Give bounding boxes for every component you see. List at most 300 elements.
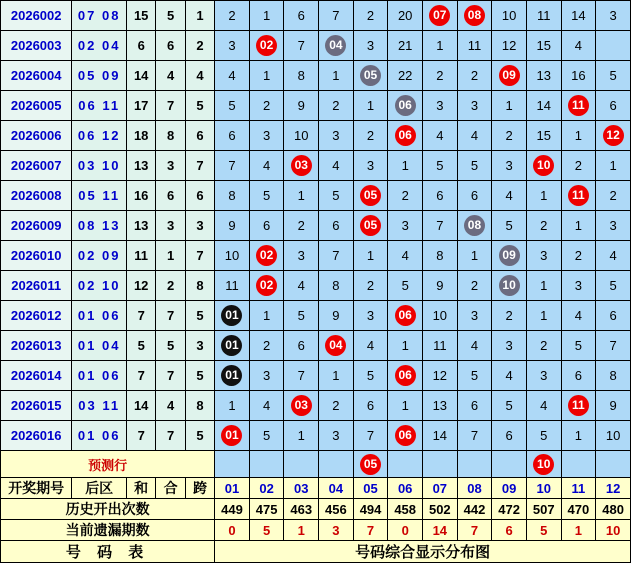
matrix-cell: 3 <box>319 121 354 151</box>
span-value: 4 <box>185 61 214 91</box>
matrix-cell: 11 <box>526 1 561 31</box>
matrix-cell: 5 <box>526 421 561 451</box>
matrix-cell: 9 <box>215 211 250 241</box>
comb-value: 6 <box>156 181 185 211</box>
footer-left-title: 号 码 表 <box>1 541 215 563</box>
span-value: 7 <box>185 151 214 181</box>
predict-cell <box>284 451 319 478</box>
table-row <box>1 31 631 61</box>
matrix-cell: 6 <box>457 181 492 211</box>
matrix-cell: 7 <box>284 31 319 61</box>
comb-value: 7 <box>156 361 185 391</box>
table-row <box>1 1 631 31</box>
predict-label: 预测行 <box>1 451 215 478</box>
matrix-cell: 20 <box>388 1 423 31</box>
matrix-cell: 2 <box>353 1 388 31</box>
back-numbers: 07 08 <box>72 1 127 31</box>
table-row <box>1 181 631 211</box>
comb-value: 3 <box>156 151 185 181</box>
back-numbers: 02 10 <box>72 271 127 301</box>
header-number[interactable]: 01 <box>215 478 250 499</box>
table-row <box>1 241 631 271</box>
matrix-cell: 1 <box>319 361 354 391</box>
matrix-cell: 8 <box>215 181 250 211</box>
matrix-cell: 8 <box>284 61 319 91</box>
matrix-cell <box>457 211 492 241</box>
matrix-cell <box>284 391 319 421</box>
number-ball: 04 <box>325 335 346 356</box>
sum-value: 18 <box>126 121 155 151</box>
matrix-cell: 1 <box>319 61 354 91</box>
matrix-cell: 9 <box>423 271 458 301</box>
matrix-cell: 5 <box>423 151 458 181</box>
number-ball: 01 <box>221 335 242 356</box>
matrix-cell: 6 <box>353 391 388 421</box>
matrix-cell: 4 <box>353 331 388 361</box>
matrix-cell: 2 <box>561 241 596 271</box>
header-number[interactable]: 10 <box>526 478 561 499</box>
matrix-cell: 1 <box>388 331 423 361</box>
back-numbers: 06 12 <box>72 121 127 151</box>
header-sum: 和 <box>126 478 155 499</box>
matrix-cell: 2 <box>457 61 492 91</box>
number-ball: 09 <box>499 65 520 86</box>
table-row <box>1 331 631 361</box>
matrix-cell <box>319 331 354 361</box>
miss-count-value: 7 <box>457 520 492 541</box>
matrix-cell <box>353 211 388 241</box>
matrix-cell: 1 <box>561 421 596 451</box>
predict-cell <box>215 451 250 478</box>
matrix-cell: 1 <box>249 301 284 331</box>
history-count-value: 458 <box>388 499 423 520</box>
matrix-cell: 1 <box>561 211 596 241</box>
matrix-cell: 3 <box>388 211 423 241</box>
comb-value: 6 <box>156 31 185 61</box>
header-number[interactable]: 11 <box>561 478 596 499</box>
number-ball: 06 <box>395 305 416 326</box>
matrix-cell: 6 <box>596 301 631 331</box>
number-ball: 05 <box>360 454 381 475</box>
matrix-cell: 7 <box>215 151 250 181</box>
header-back: 后区 <box>72 478 127 499</box>
span-value: 8 <box>185 391 214 421</box>
header-number[interactable]: 09 <box>492 478 527 499</box>
comb-value: 8 <box>156 121 185 151</box>
miss-count-value: 0 <box>215 520 250 541</box>
predict-cell <box>457 451 492 478</box>
matrix-cell: 5 <box>492 211 527 241</box>
span-value: 2 <box>185 31 214 61</box>
matrix-cell: 7 <box>596 331 631 361</box>
table-row <box>1 91 631 121</box>
matrix-cell: 4 <box>423 121 458 151</box>
matrix-cell <box>457 1 492 31</box>
period-id: 2026007 <box>1 151 72 181</box>
matrix-cell: 3 <box>423 91 458 121</box>
history-count-value: 463 <box>284 499 319 520</box>
table-row <box>1 391 631 421</box>
history-count-value: 472 <box>492 499 527 520</box>
predict-row <box>1 451 631 478</box>
number-ball: 10 <box>499 275 520 296</box>
table-row <box>1 421 631 451</box>
footer-right-title: 号码综合显示分布图 <box>215 541 631 563</box>
predict-cell <box>492 451 527 478</box>
predict-cell <box>526 451 561 478</box>
matrix-cell <box>561 91 596 121</box>
span-value: 3 <box>185 331 214 361</box>
matrix-cell <box>526 151 561 181</box>
matrix-cell: 11 <box>457 31 492 61</box>
history-count-value: 475 <box>249 499 284 520</box>
number-ball: 02 <box>256 35 277 56</box>
number-ball: 01 <box>221 365 242 386</box>
predict-cell <box>249 451 284 478</box>
matrix-cell <box>561 181 596 211</box>
matrix-cell <box>388 121 423 151</box>
period-id: 2026015 <box>1 391 72 421</box>
matrix-cell: 6 <box>423 181 458 211</box>
number-ball: 10 <box>533 454 554 475</box>
matrix-cell: 5 <box>492 391 527 421</box>
number-ball: 01 <box>221 425 242 446</box>
matrix-cell <box>492 241 527 271</box>
matrix-cell: 13 <box>423 391 458 421</box>
history-count-value: 494 <box>353 499 388 520</box>
miss-count-row <box>1 520 631 541</box>
number-ball: 02 <box>256 275 277 296</box>
matrix-cell: 5 <box>388 271 423 301</box>
sum-value: 7 <box>126 421 155 451</box>
matrix-cell <box>388 421 423 451</box>
number-ball: 08 <box>464 215 485 236</box>
header-period: 开奖期号 <box>1 478 72 499</box>
matrix-cell: 2 <box>561 151 596 181</box>
number-ball: 05 <box>360 65 381 86</box>
matrix-cell: 7 <box>284 361 319 391</box>
matrix-cell: 1 <box>561 121 596 151</box>
matrix-cell <box>492 271 527 301</box>
sum-value: 6 <box>126 31 155 61</box>
matrix-cell <box>492 61 527 91</box>
back-numbers: 01 06 <box>72 361 127 391</box>
comb-value: 7 <box>156 301 185 331</box>
sum-value: 13 <box>126 151 155 181</box>
matrix-cell: 4 <box>492 181 527 211</box>
history-count-row <box>1 499 631 520</box>
header-number[interactable]: 12 <box>596 478 631 499</box>
number-ball: 05 <box>360 185 381 206</box>
matrix-cell: 1 <box>596 151 631 181</box>
matrix-cell: 4 <box>526 391 561 421</box>
matrix-cell: 11 <box>423 331 458 361</box>
predict-cell <box>388 451 423 478</box>
matrix-cell: 5 <box>596 61 631 91</box>
number-ball: 06 <box>395 365 416 386</box>
back-numbers: 01 04 <box>72 331 127 361</box>
header-number[interactable]: 07 <box>423 478 458 499</box>
table-row <box>1 271 631 301</box>
matrix-cell: 13 <box>526 61 561 91</box>
matrix-cell: 3 <box>249 361 284 391</box>
matrix-cell: 4 <box>561 301 596 331</box>
number-ball: 06 <box>395 125 416 146</box>
header-number[interactable]: 03 <box>284 478 319 499</box>
span-value: 5 <box>185 301 214 331</box>
period-id: 2026012 <box>1 301 72 331</box>
matrix-cell: 3 <box>353 31 388 61</box>
comb-value: 2 <box>156 271 185 301</box>
sum-value: 5 <box>126 331 155 361</box>
period-id: 2026006 <box>1 121 72 151</box>
matrix-cell: 3 <box>492 151 527 181</box>
matrix-cell: 4 <box>319 151 354 181</box>
period-id: 2026004 <box>1 61 72 91</box>
matrix-cell: 3 <box>561 271 596 301</box>
matrix-cell: 3 <box>353 301 388 331</box>
history-count-value: 470 <box>561 499 596 520</box>
number-ball: 11 <box>568 95 589 116</box>
sum-value: 15 <box>126 1 155 31</box>
table-row <box>1 61 631 91</box>
number-ball: 09 <box>499 245 520 266</box>
matrix-cell <box>249 241 284 271</box>
matrix-cell: 5 <box>353 361 388 391</box>
number-ball: 07 <box>429 5 450 26</box>
comb-value: 1 <box>156 241 185 271</box>
matrix-cell: 4 <box>457 331 492 361</box>
matrix-cell: 22 <box>388 61 423 91</box>
miss-count-value: 5 <box>249 520 284 541</box>
number-ball: 01 <box>221 305 242 326</box>
header-number[interactable]: 08 <box>457 478 492 499</box>
sum-value: 12 <box>126 271 155 301</box>
matrix-cell: 1 <box>249 61 284 91</box>
matrix-cell: 2 <box>353 121 388 151</box>
matrix-cell: 14 <box>423 421 458 451</box>
number-ball: 03 <box>291 155 312 176</box>
sum-value: 16 <box>126 181 155 211</box>
matrix-cell: 3 <box>492 331 527 361</box>
matrix-cell: 10 <box>215 241 250 271</box>
matrix-cell: 11 <box>215 271 250 301</box>
history-count-value: 449 <box>215 499 250 520</box>
matrix-cell <box>353 61 388 91</box>
miss-count-value: 0 <box>388 520 423 541</box>
matrix-cell <box>423 1 458 31</box>
history-count-label: 历史开出次数 <box>1 499 215 520</box>
matrix-cell: 21 <box>388 31 423 61</box>
matrix-cell: 1 <box>526 301 561 331</box>
history-count-value: 442 <box>457 499 492 520</box>
miss-count-value: 14 <box>423 520 458 541</box>
history-count-value: 502 <box>423 499 458 520</box>
number-ball: 10 <box>533 155 554 176</box>
number-ball: 05 <box>360 215 381 236</box>
header-span: 跨 <box>185 478 214 499</box>
matrix-cell: 2 <box>319 391 354 421</box>
miss-count-label: 当前遗漏期数 <box>1 520 215 541</box>
back-numbers: 01 06 <box>72 301 127 331</box>
matrix-cell: 2 <box>249 91 284 121</box>
matrix-cell: 1 <box>353 91 388 121</box>
comb-value: 7 <box>156 421 185 451</box>
back-numbers: 05 09 <box>72 61 127 91</box>
predict-cell <box>596 451 631 478</box>
back-numbers: 06 11 <box>72 91 127 121</box>
number-ball: 11 <box>568 395 589 416</box>
number-ball: 06 <box>395 425 416 446</box>
sum-value: 11 <box>126 241 155 271</box>
matrix-cell: 4 <box>561 31 596 61</box>
matrix-cell: 12 <box>492 31 527 61</box>
matrix-cell: 6 <box>492 421 527 451</box>
number-ball: 04 <box>325 35 346 56</box>
header-number[interactable]: 05 <box>353 478 388 499</box>
miss-count-value: 3 <box>319 520 354 541</box>
header-comb: 合 <box>156 478 185 499</box>
matrix-cell: 6 <box>319 211 354 241</box>
matrix-cell: 3 <box>457 91 492 121</box>
matrix-cell <box>215 331 250 361</box>
comb-value: 5 <box>156 331 185 361</box>
matrix-cell: 2 <box>457 271 492 301</box>
span-value: 5 <box>185 361 214 391</box>
matrix-cell: 3 <box>249 121 284 151</box>
comb-value: 3 <box>156 211 185 241</box>
table-row <box>1 121 631 151</box>
matrix-cell: 3 <box>284 241 319 271</box>
number-ball: 11 <box>568 185 589 206</box>
matrix-cell: 1 <box>526 271 561 301</box>
matrix-cell: 10 <box>284 121 319 151</box>
matrix-cell: 1 <box>284 421 319 451</box>
sum-value: 13 <box>126 211 155 241</box>
period-id: 2026016 <box>1 421 72 451</box>
matrix-cell: 1 <box>353 241 388 271</box>
matrix-cell: 8 <box>423 241 458 271</box>
matrix-cell <box>388 361 423 391</box>
period-id: 2026008 <box>1 181 72 211</box>
span-value: 3 <box>185 211 214 241</box>
period-id: 2026002 <box>1 1 72 31</box>
span-value: 1 <box>185 1 214 31</box>
matrix-cell: 2 <box>526 331 561 361</box>
span-value: 6 <box>185 181 214 211</box>
matrix-cell: 2 <box>388 181 423 211</box>
back-numbers: 01 06 <box>72 421 127 451</box>
matrix-cell: 2 <box>596 181 631 211</box>
matrix-cell: 1 <box>388 391 423 421</box>
back-numbers: 03 11 <box>72 391 127 421</box>
span-value: 8 <box>185 271 214 301</box>
matrix-cell: 6 <box>457 391 492 421</box>
matrix-cell: 15 <box>526 121 561 151</box>
matrix-cell: 14 <box>561 1 596 31</box>
span-value: 5 <box>185 421 214 451</box>
matrix-cell: 10 <box>492 1 527 31</box>
matrix-cell: 5 <box>596 271 631 301</box>
matrix-cell: 2 <box>319 91 354 121</box>
matrix-cell: 4 <box>249 391 284 421</box>
matrix-cell <box>388 301 423 331</box>
header-number[interactable]: 02 <box>249 478 284 499</box>
matrix-cell: 3 <box>596 211 631 241</box>
period-id: 2026013 <box>1 331 72 361</box>
matrix-cell: 5 <box>284 301 319 331</box>
matrix-cell: 1 <box>457 241 492 271</box>
matrix-cell: 2 <box>492 301 527 331</box>
back-numbers: 02 09 <box>72 241 127 271</box>
matrix-cell: 6 <box>249 211 284 241</box>
matrix-cell: 7 <box>319 1 354 31</box>
history-count-value: 456 <box>319 499 354 520</box>
miss-count-value: 1 <box>561 520 596 541</box>
matrix-cell <box>284 151 319 181</box>
matrix-cell: 4 <box>388 241 423 271</box>
predict-cell <box>319 451 354 478</box>
matrix-cell: 10 <box>423 301 458 331</box>
matrix-cell: 15 <box>526 31 561 61</box>
number-ball: 03 <box>291 395 312 416</box>
matrix-cell: 6 <box>284 1 319 31</box>
sum-value: 14 <box>126 61 155 91</box>
matrix-cell: 3 <box>353 151 388 181</box>
matrix-cell: 9 <box>284 91 319 121</box>
back-numbers: 03 10 <box>72 151 127 181</box>
matrix-cell: 3 <box>596 1 631 31</box>
column-header-row <box>1 478 631 499</box>
header-number[interactable]: 06 <box>388 478 423 499</box>
matrix-cell: 2 <box>284 211 319 241</box>
matrix-cell <box>353 181 388 211</box>
matrix-cell: 10 <box>596 421 631 451</box>
matrix-cell: 9 <box>319 301 354 331</box>
number-ball: 06 <box>395 95 416 116</box>
matrix-cell: 1 <box>249 1 284 31</box>
table-row <box>1 211 631 241</box>
matrix-cell: 5 <box>215 91 250 121</box>
miss-count-value: 7 <box>353 520 388 541</box>
matrix-cell: 6 <box>561 361 596 391</box>
matrix-cell: 6 <box>215 121 250 151</box>
table-row <box>1 151 631 181</box>
matrix-cell: 4 <box>457 121 492 151</box>
matrix-cell <box>319 31 354 61</box>
matrix-cell: 1 <box>492 91 527 121</box>
matrix-cell: 7 <box>457 421 492 451</box>
matrix-cell: 8 <box>319 271 354 301</box>
matrix-cell <box>215 421 250 451</box>
comb-value: 5 <box>156 1 185 31</box>
matrix-cell: 9 <box>596 391 631 421</box>
matrix-cell <box>215 301 250 331</box>
matrix-cell: 4 <box>215 61 250 91</box>
period-id: 2026011 <box>1 271 72 301</box>
back-numbers: 08 13 <box>72 211 127 241</box>
matrix-cell: 3 <box>457 301 492 331</box>
miss-count-value: 5 <box>526 520 561 541</box>
history-count-value: 480 <box>596 499 631 520</box>
history-count-value: 507 <box>526 499 561 520</box>
matrix-cell: 6 <box>284 331 319 361</box>
matrix-cell: 2 <box>492 121 527 151</box>
number-ball: 08 <box>464 5 485 26</box>
matrix-cell <box>249 271 284 301</box>
number-ball: 12 <box>603 125 624 146</box>
header-number[interactable]: 04 <box>319 478 354 499</box>
